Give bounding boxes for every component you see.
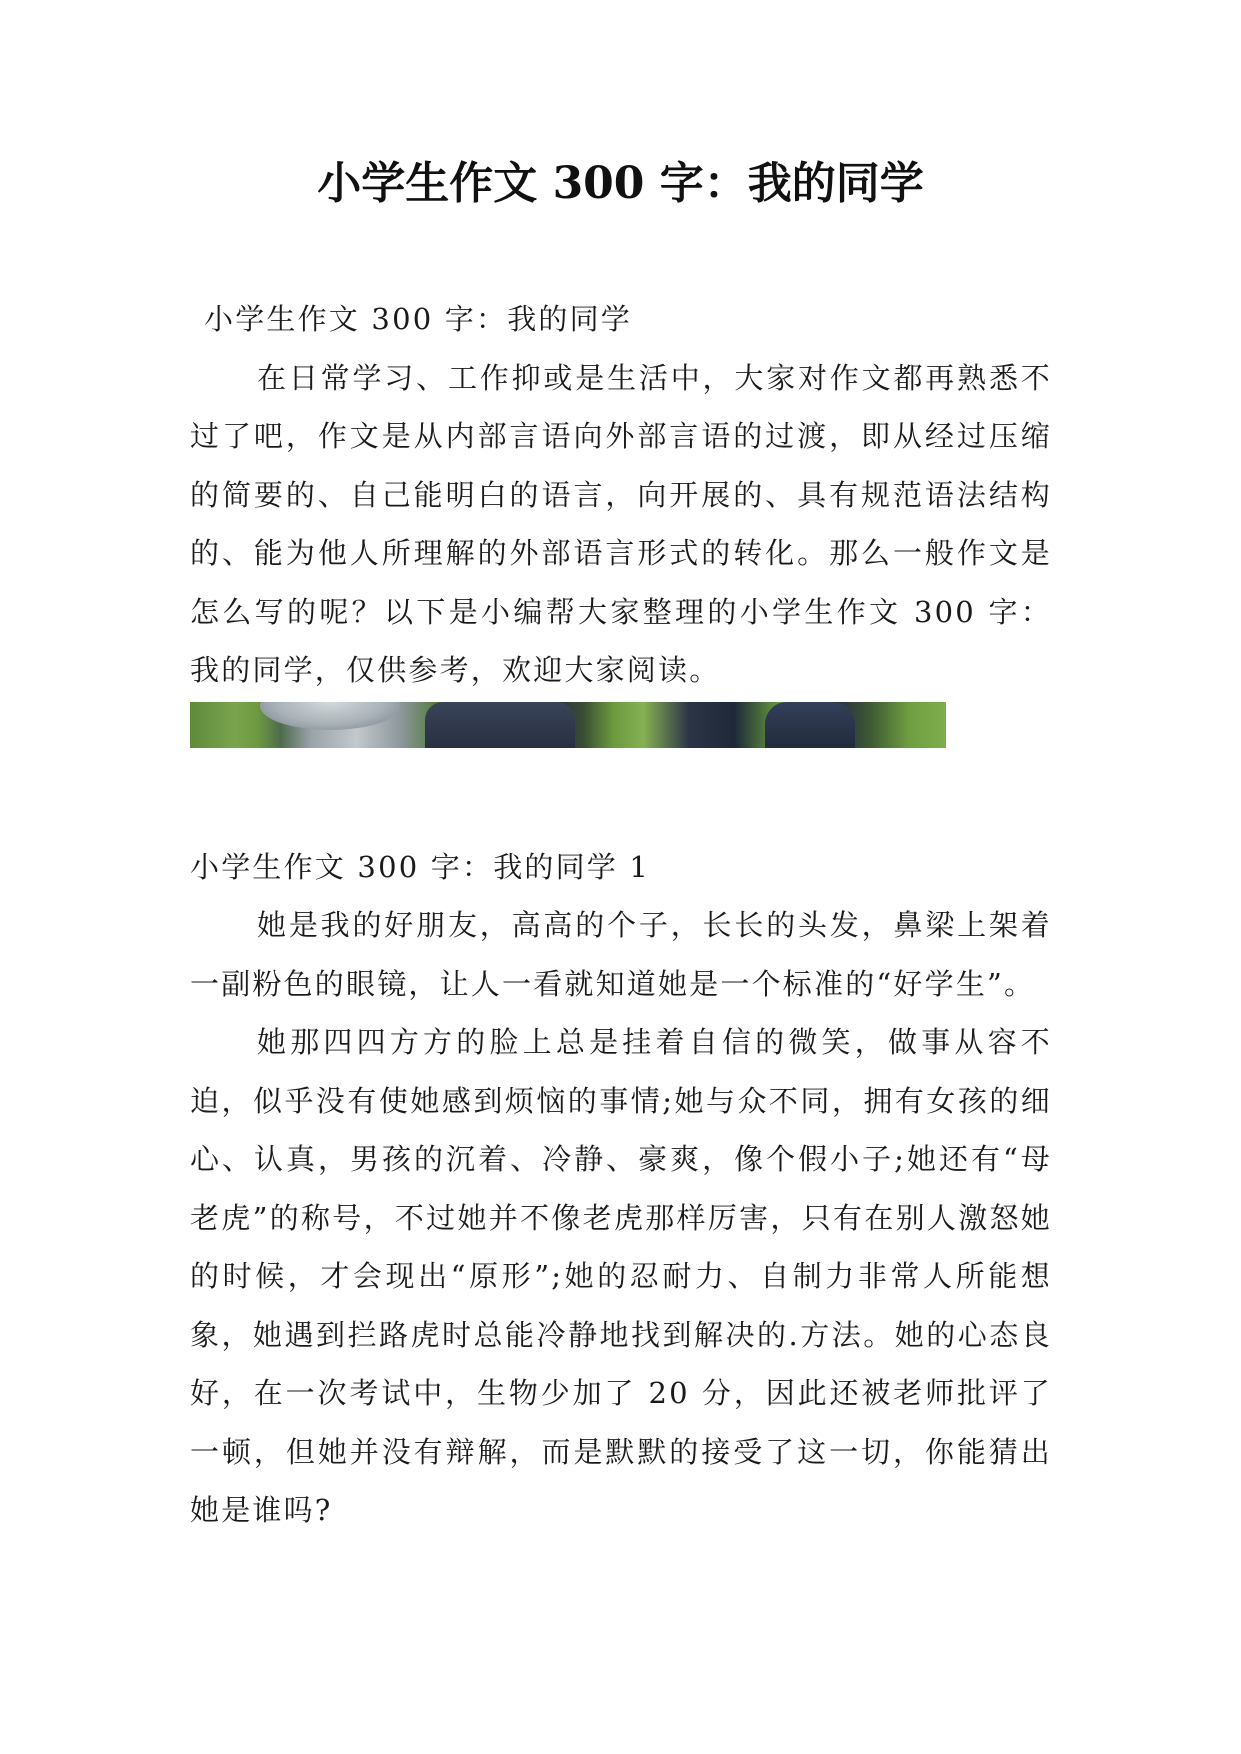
intro-subtitle: 小学生作文 300 字：我的同学 bbox=[204, 302, 632, 336]
photo-figure-shape bbox=[425, 702, 575, 748]
photo-figure-shape bbox=[765, 702, 855, 748]
document-body bbox=[190, 290, 1052, 1540]
cropped-photo-image bbox=[190, 702, 946, 748]
intro-paragraph: 在日常学习、工作抑或是生活中，大家对作文都再熟悉不过了吧，作文是从内部言语向外部言语的过渡，即从经过压缩的简要的、自己能明白的语言，向开展的、具有规范语法结构的、能为他人所理解的外部语言形式的转化。那么一般作文是怎么写的呢？以下是小编帮大家整理的小学生作文 300 字：我的同学，仅供参考，欢迎大家阅读。 bbox=[190, 360, 1052, 687]
section-paragraph: 她是我的好朋友，高高的个子，长长的头发，鼻梁上架着一副粉色的眼镜，让人一看就知道她是一个标准的“好学生”。 bbox=[190, 908, 1052, 1001]
section-paragraph: 她那四四方方的脸上总是挂着自信的微笑，做事从容不迫，似乎没有使她感到烦恼的事情;她与众不同，拥有女孩的细心、认真，男孩的沉着、冷静、豪爽，像个假小子;她还有“母老虎”的称号，不过她并不像老虎那样厉害，只有在别人激怒她的时候，才会现出“原形”;她的忍耐力、自制力非常人所能想象，她遇到拦路虎时总能冷静地找到解决的.方法。她的心态良好，在一次考试中，生物少加了 20 分，因此还被老师批评了一顿，但她并没有辩解，而是默默的接受了这一切，你能猜出她是谁吗? bbox=[190, 1025, 1052, 1527]
photo-hat-shape bbox=[260, 702, 400, 730]
page-title: 小学生作文 300 字：我的同学 bbox=[317, 158, 924, 209]
section-heading: 小学生作文 300 字：我的同学 1 bbox=[190, 849, 651, 884]
